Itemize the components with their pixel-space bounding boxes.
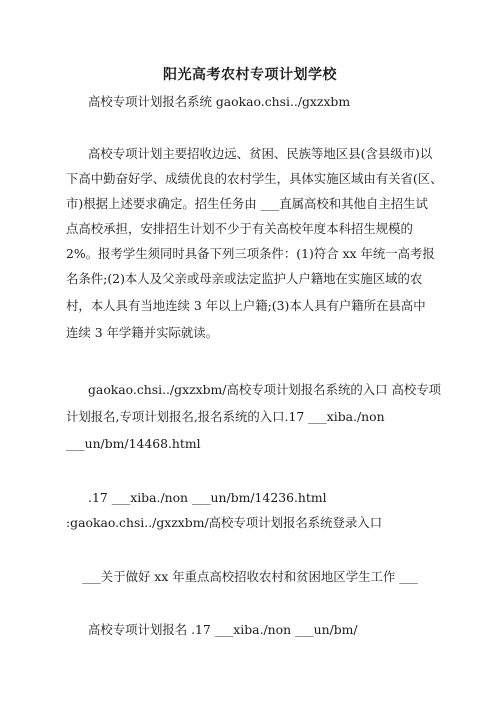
body-text-line: 名条件;(2)本人及父亲或母亲或法定监护人户籍地在实施区域的农 [66,271,423,286]
body-text-line: 连续 3 年学籍并实际就读。 [66,325,219,340]
link-text-line: 计划报名,专项计划报名,报名系统的入口.17 ___xiba./non [66,409,385,424]
link-text-line: 高校专项计划报名 .17 ___xiba./non ___un/bm/ [88,622,358,637]
link-text-line: :gaokao.chsi../gxzxbm/高校专项计划报名系统登录入口 [66,515,383,530]
body-text-line: 2%。报考学生须同时具备下列三项条件：(1)符合 xx 年统一高考报 [66,246,435,261]
link-text-line: .17 ___xiba./non ___un/bm/14236.html [88,490,327,505]
link-text-line: ___un/bm/14468.html [66,436,201,451]
body-text-line: 市)根据上述要求确定。招生任务由 ___直属高校和其他自主招生试 [66,196,428,211]
document-title: 阳光高考农村专项计划学校 [163,67,337,83]
body-text-line: 点高校承担，安排招生计划不少于有关高校年度本科招生规模的 [66,221,413,236]
body-text-line: 村，本人具有当地连续 3 年以上户籍;(3)本人具有户籍所在县高中 [66,298,426,313]
system-url-line: 高校专项计划报名系统 gaokao.chsi../gxzxbm [88,94,351,109]
notice-heading-line: ___关于做好 xx 年重点高校招收农村和贫困地区学生工作 ___ [82,569,418,584]
link-text-line: gaokao.chsi../gxzxbm/高校专项计划报名系统的入口 高校专项 [88,382,442,397]
body-text-line: 高校专项计划主要招收边远、贫困、民族等地区县(含县级市)以 [88,146,433,161]
body-text-line: 下高中勤奋好学、成绩优良的农村学生，具体实施区域由有关省(区、 [66,171,443,186]
